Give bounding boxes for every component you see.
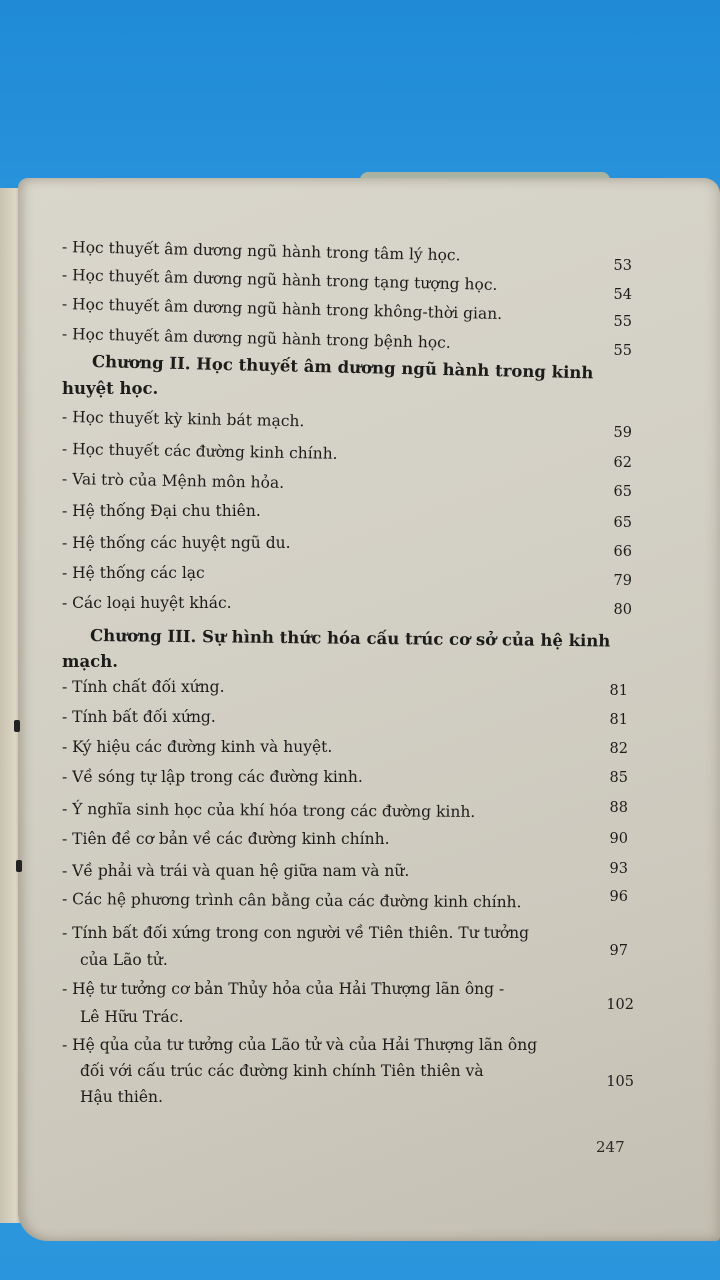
page-number: 79 <box>613 573 632 589</box>
chapter-heading: Chương III. Sự hình thức hóa cấu trúc cơ sở của hệ kinh <box>89 626 611 651</box>
page-number: 93 <box>609 861 628 877</box>
toc-entry: - Hệ qủa của tư tưởng của Lão tử và của Hải Thượng lãn ông <box>62 1036 538 1054</box>
toc-entry: của Lão tử. <box>80 951 168 969</box>
toc-entry: đối với cấu trúc các đường kinh chính Tiên thiên và <box>80 1062 484 1080</box>
page-number: 54 <box>613 287 632 303</box>
page-number: 53 <box>613 258 632 274</box>
page-number: 85 <box>609 770 628 786</box>
page-number: 66 <box>613 544 632 560</box>
chapter-heading: mạch. <box>62 652 118 671</box>
toc-entry: - Các hệ phương trình cân bằng của các đường kinh chính. <box>61 890 522 912</box>
toc-entry: - Ký hiệu các đường kinh và huyệt. <box>62 738 333 756</box>
toc-entry: - Hệ thống các lạc <box>62 564 205 582</box>
toc-entry: - Các loại huyệt khác. <box>62 594 232 612</box>
page-number: 65 <box>613 515 632 531</box>
page-number: 59 <box>613 425 632 441</box>
page-number: 96 <box>609 889 628 905</box>
toc-entry: - Hệ thống các huyệt ngũ du. <box>62 534 291 552</box>
page-number: 81 <box>609 683 628 699</box>
chapter-heading: huyệt học. <box>62 379 159 398</box>
toc-entry: - Học thuyết âm dương ngũ hành trong tạng tượng học. <box>61 266 498 294</box>
toc-entry: - Học thuyết kỳ kinh bát mạch. <box>61 408 305 431</box>
toc-entry: - Tính bất đối xứng. <box>62 708 216 726</box>
toc-entry: Lê Hữu Trác. <box>80 1008 184 1026</box>
page-number: 90 <box>609 831 628 847</box>
page-number: 55 <box>613 343 632 359</box>
toc-entry: - Học thuyết âm dương ngũ hành trong tâm lý học. <box>61 238 461 265</box>
toc-entry: - Ý nghĩa sinh học của khí hóa trong các đường kinh. <box>61 800 476 821</box>
toc-entry: - Học thuyết âm dương ngũ hành trong bệnh học. <box>61 325 451 352</box>
page-number: 62 <box>613 455 632 471</box>
page-number: 102 <box>606 997 634 1013</box>
toc-entry: - Vai trò của Mệnh môn hỏa. <box>61 470 285 492</box>
folio-page-number: 247 <box>596 1138 625 1156</box>
page-number: 97 <box>609 943 628 959</box>
page-number: 88 <box>609 800 628 816</box>
toc-entry: - Học thuyết âm dương ngũ hành trong không-thời gian. <box>61 295 503 323</box>
toc-entry: - Hệ tư tưởng cơ bản Thủy hỏa của Hải Thượng lãn ông - <box>62 980 505 998</box>
toc-entry: - Hệ thống Đại chu thiên. <box>62 502 261 520</box>
page-number: 55 <box>613 314 632 330</box>
toc-entry: - Tính chất đối xứng. <box>62 678 225 696</box>
toc-entry: - Về sóng tự lập trong các đường kinh. <box>62 768 363 786</box>
toc-entry: - Tiên đề cơ bản về các đường kinh chính. <box>62 830 390 848</box>
toc-entry: Hậu thiên. <box>80 1088 163 1106</box>
toc-entry: - Về phải và trái và quan hệ giữa nam và nữ. <box>62 862 410 880</box>
toc-entry: - Tính bất đối xứng trong con người về Tiên thiên. Tư tưởng <box>62 924 530 942</box>
page-number: 82 <box>609 741 628 757</box>
page-number: 80 <box>613 602 632 618</box>
page-number: 105 <box>606 1074 634 1090</box>
page-number: 81 <box>609 712 628 728</box>
page-number: 65 <box>613 484 632 500</box>
chapter-heading: Chương II. Học thuyết âm dương ngũ hành trong kinh <box>91 352 594 383</box>
toc-entry: - Học thuyết các đường kinh chính. <box>61 440 338 463</box>
